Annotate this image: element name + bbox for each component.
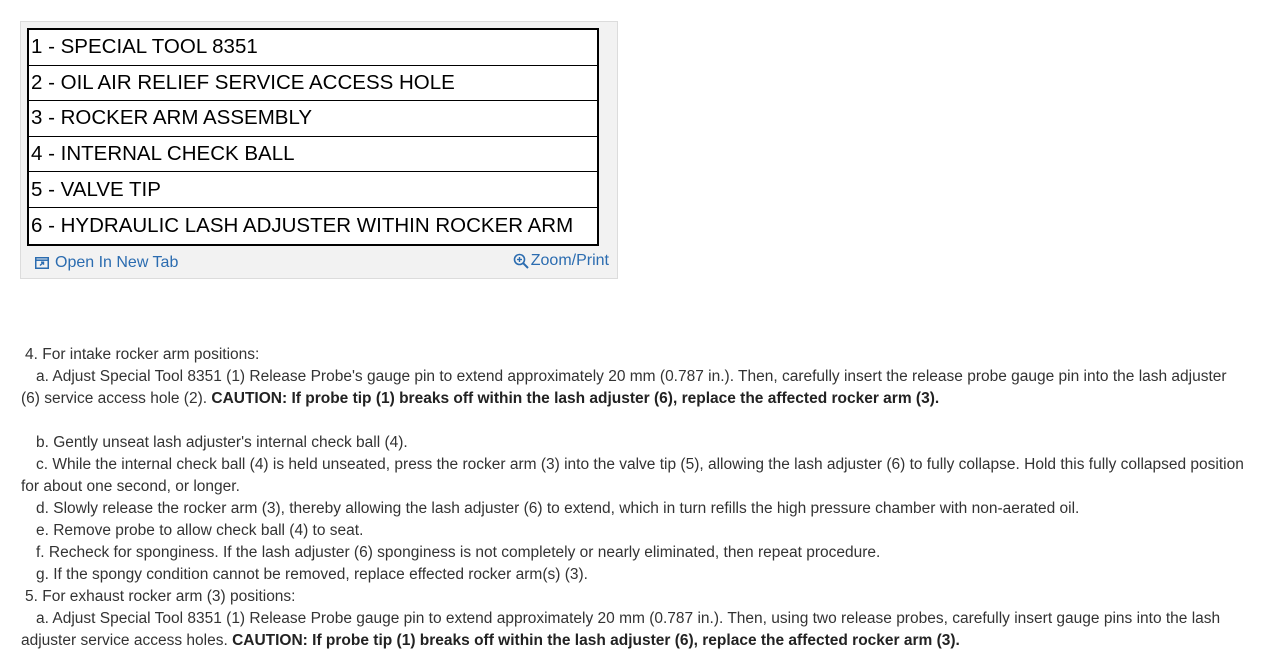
step-4-heading: 4. For intake rocker arm positions: [25,346,260,363]
figure-panel [20,21,618,279]
step-4g: g. If the spongy condition cannot be removed, replace effected rocker arm(s) (3). [36,566,588,583]
step-4c: c. While the internal check ball (4) is held unseated, press the rocker arm (3) into the valve tip (5), allowing the lash adjuster (6) to fully collapse. Hold this fully collapsed position for about one second, or longer. [21,456,1244,495]
legend-row-5: 5 - VALVE TIP [29,172,597,208]
step-5-heading: 5. For exhaust rocker arm (3) positions: [25,588,296,605]
zoom-print-label: Zoom/Print [530,252,609,269]
open-in-new-tab-icon [35,257,49,269]
magnifier-icon [513,253,529,269]
step-4b: b. Gently unseat lash adjuster's internal check ball (4). [36,434,408,451]
legend-row-2: 2 - OIL AIR RELIEF SERVICE ACCESS HOLE [29,66,597,102]
procedure-text [21,344,1246,652]
step-5a-text: a. Adjust Special Tool 8351 (1) Release Probe gauge pin to extend approximately 20 mm (0.787 in.). Then, using two release probes, carefully insert gauge pins into the lash adjuster service access holes. [21,610,1221,649]
step-4a-text: a. Adjust Special Tool 8351 (1) Release Probe's gauge pin to extend approximately 20 mm (0.787 in.). Then, carefully insert the release probe gauge pin into the lash adjuster (6) service access hole (2). [21,368,1227,407]
zoom-print-link[interactable] [513,252,609,270]
step-5a [21,608,1246,652]
legend-row-4: 4 - INTERNAL CHECK BALL [29,137,597,173]
figure-legend-table [27,28,599,246]
legend-row-3: 3 - ROCKER ARM ASSEMBLY [29,101,597,137]
step-4a-caution: CAUTION: If probe tip (1) breaks off within the lash adjuster (6), replace the affected rocker arm (3). [211,390,940,407]
step-4a [21,366,1246,410]
step-4f: f. Recheck for sponginess. If the lash adjuster (6) sponginess is not completely or nearly eliminated, then repeat procedure. [36,544,881,561]
step-5a-caution: CAUTION: If probe tip (1) breaks off within the lash adjuster (6), replace the affected rocker arm (3). [232,632,960,649]
figure-link-bar [21,252,617,278]
paragraph-spacer [21,410,1246,432]
step-4d: d. Slowly release the rocker arm (3), thereby allowing the lash adjuster (6) to extend, which in turn refills the high pressure chamber with non-aerated oil. [36,500,1080,517]
open-in-new-tab-label: Open In New Tab [55,254,179,271]
step-4e: e. Remove probe to allow check ball (4) to seat. [36,522,364,539]
open-in-new-tab-link[interactable] [35,254,178,272]
legend-row-1: 1 - SPECIAL TOOL 8351 [29,30,597,66]
legend-row-6: 6 - HYDRAULIC LASH ADJUSTER WITHIN ROCKER ARM [31,213,574,237]
